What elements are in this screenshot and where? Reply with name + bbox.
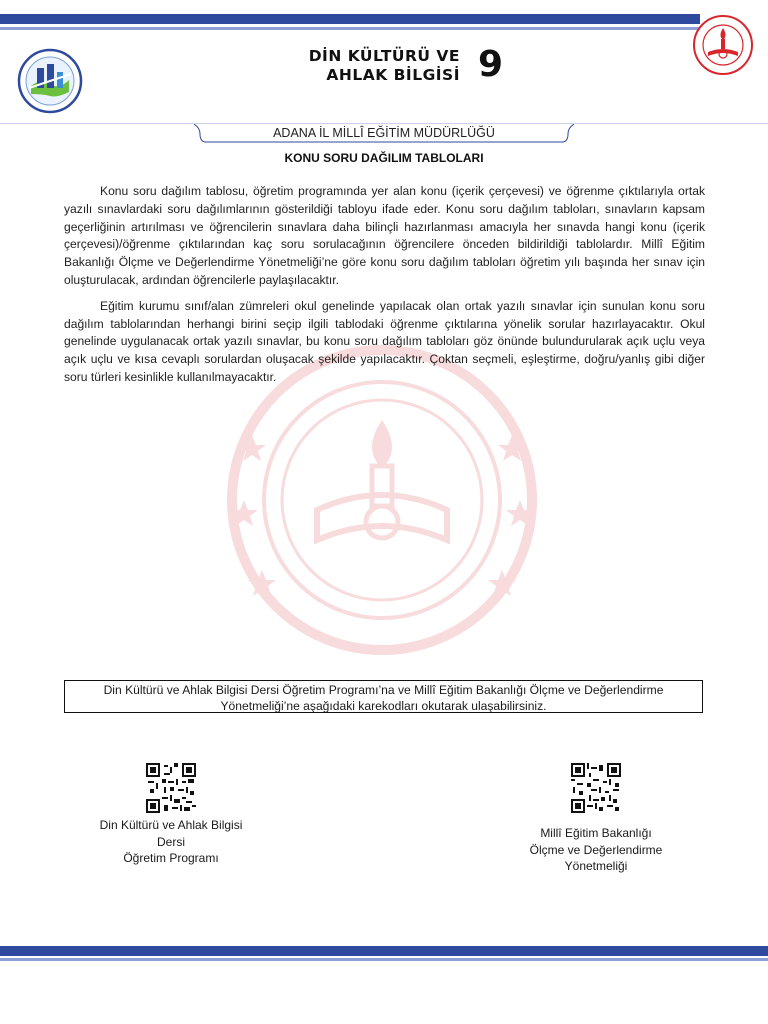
assessment-center-logo-icon [17,48,83,114]
bottom-footer-bar [0,946,768,956]
qr-label-line: Öğretim Programı [123,851,219,865]
qr-code-icon[interactable] [146,763,196,813]
title-line-2: AHLAK BİLGİSİ [326,66,460,84]
top-header-bar [0,14,700,24]
paragraph-1: Konu soru dağılım tablosu, öğretim programında yer alan konu (içerik çerçevesi) ve öğrenme çıktılarıyla ortak yazılı sınavlardaki soru dağılımlarının gösterildiği tabloyu ifade eder. Konu soru dağılım tabloları, sınavların kapsam geçerliğinin artırılması ve öğrencilerin sınavlara daha bilinçli hazırlanması amacıyla her sınavda hangi konu (içerik çerçevesi)/öğrenme çıktılarından kaç soru sorulacağının öğrencilere önceden bildirildiği tablolardır. Millî Eğitim Bakanlığı Ölçme ve Değerlendirme Yönetmeliği’ne göre konu soru dağılım tabloları öğretim yılı başında her sınav için oluşturulacak, ardından öğrencilerle paylaşılacaktır. [64,184,705,287]
qr-label-line: Dersi [156,834,185,849]
qr-label-regulation [495,825,697,875]
qr-label-line: Ölçme ve Değerlendirme [529,842,663,857]
document-title: KONU SORU DAĞILIM TABLOLARI [284,151,484,165]
grade-number: 9 [478,44,504,85]
qr-label-curriculum [70,817,272,867]
ministry-seal-icon [692,14,754,76]
directorate-name: ADANA İL MİLLÎ EĞİTİM MÜDÜRLÜĞÜ [273,126,495,140]
body-text [64,183,705,395]
qr-label-line: Yönetmeliği [564,859,628,873]
bottom-footer-bar-thin [0,958,768,961]
paragraph-2: Eğitim kurumu sınıf/alan zümreleri okul genelinde yapılacak olan ortak yazılı sınavlar için sunulan konu soru dağılım tablolarından herhangi birini seçip ilgili tablodaki öğrenme çıktılarına yönelik sorular hazırlayacaktır. Okul genelinde uygulanacak ortak yazılı sınavlar, bu konu soru dağılım tabloları göz önünde bulundurularak açık uçlu veya açık uçlu ve kısa cevaplı sorulardan oluşacak şekilde yapılacaktır. Çoktan seçmeli, eşleştirme, doğru/yanlış gibi diğer soru türleri kesinlikle kullanılmayacaktır. [64,298,705,384]
qr-code-icon[interactable] [571,763,621,813]
page-title [270,47,460,85]
title-line-1: DİN KÜLTÜRÜ VE [308,47,460,65]
top-header-bar-thin [0,27,700,30]
qr-label-line: Millî Eğitim Bakanlığı [540,826,652,840]
qr-label-line: Din Kültürü ve Ahlak Bilgisi [99,818,243,832]
qr-notice-box: Din Kültürü ve Ahlak Bilgisi Dersi Öğretim Programı’na ve Millî Eğitim Bakanlığı Ölçme ve Değerlendirme Yönetmeliği’ne aşağıdaki karekodları okutarak ulaşabilirsiniz. [64,680,703,713]
